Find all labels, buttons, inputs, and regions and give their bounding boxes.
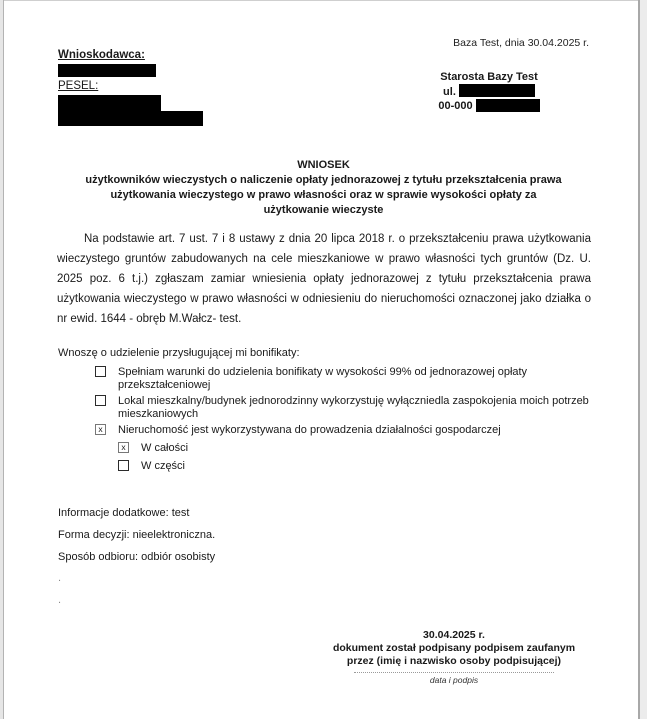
bonifikata-checklist bbox=[95, 366, 595, 476]
page-top-edge bbox=[0, 0, 647, 1]
recipient-street-line bbox=[431, 85, 547, 100]
signature-statement-1: dokument został podpisany podpisem zaufanym bbox=[332, 642, 576, 654]
title-line-2: użytkowania wieczystego w prawo własności oraz w sprawie wysokości opłaty za bbox=[110, 189, 537, 201]
recipient-block bbox=[431, 70, 547, 114]
checkbox-subitem bbox=[118, 460, 595, 473]
bonifikata-intro: Wnoszę o udzielenie przysługującej mi bonifikaty: bbox=[58, 347, 300, 359]
checkbox-item bbox=[95, 424, 595, 437]
title-line-1: użytkowników wieczystych o naliczenie opłaty jednorazowej z tytułu przekształcenia prawa bbox=[85, 174, 562, 186]
redaction-bar-name bbox=[58, 64, 156, 77]
info-line-additional: Informacje dodatkowe: test bbox=[58, 507, 190, 519]
checkbox-label: Spełniam warunki do udzielenia bonifikaty w wysokości 99% od jednorazowej opłaty przekształceniowej bbox=[118, 366, 528, 391]
page-right-edge bbox=[638, 0, 647, 719]
redaction-bar-street bbox=[459, 84, 535, 97]
checkbox-label: W całości bbox=[141, 442, 189, 454]
checkbox-label: W części bbox=[141, 460, 185, 472]
pesel-label: PESEL: bbox=[58, 80, 99, 92]
info-line-pickup-method: Sposób odbioru: odbiór osobisty bbox=[58, 550, 216, 563]
signature-block bbox=[331, 629, 577, 687]
info-line-decision-form: Forma decyzji: nieelektroniczna. bbox=[58, 528, 216, 541]
checkbox-checked-icon: x bbox=[118, 442, 129, 453]
filler-dot-line: . bbox=[58, 572, 62, 585]
additional-info-block bbox=[58, 503, 215, 612]
title-line-3: użytkowanie wieczyste bbox=[263, 204, 384, 216]
redaction-bar-pesel bbox=[58, 95, 161, 111]
checkbox-label: Nieruchomość jest wykorzystywana do prowadzenia działalności gospodarczej bbox=[118, 424, 501, 436]
signature-statement-2: przez (imię i nazwisko osoby podpisującej) bbox=[346, 655, 562, 667]
signature-date: 30.04.2025 r. bbox=[423, 629, 485, 641]
redaction-bar-city bbox=[476, 99, 540, 112]
body-paragraph: Na podstawie art. 7 ust. 7 i 8 ustawy z dnia 20 lipca 2018 r. o przekształceniu prawa użytkowania wieczystego gruntów zabudowanych na cele mieszkaniowe w prawo własności tych gruntów (Dz. U. 2025 poz. 6 t.j.) zgłaszam zamiar wniesienia opłaty jednorazowej z tytułu przekształcenia prawa użytkowania wieczystego w prawo własności w odniesieniu do nieruchomości oznaczonej jako działka o nr ewid. 1644 - obręb M.Wałcz- test. bbox=[57, 233, 591, 325]
checkbox-item bbox=[95, 366, 595, 392]
page-left-edge bbox=[0, 0, 4, 719]
redaction-bar-address bbox=[58, 111, 203, 126]
checkbox-checked-icon: x bbox=[95, 424, 106, 435]
checkbox-unchecked-icon bbox=[118, 460, 129, 471]
recipient-postal-line bbox=[431, 99, 547, 114]
street-prefix: ul. bbox=[443, 85, 456, 98]
document-title bbox=[0, 158, 647, 218]
signature-caption: data i podpis bbox=[429, 675, 479, 685]
checkbox-label: Lokal mieszkalny/budynek jednorodzinny wykorzystuję wyłączniedla zaspokojenia moich potrzeb mieszkaniowych bbox=[118, 395, 589, 420]
postal-prefix: 00-000 bbox=[438, 100, 473, 112]
applicant-label: Wnioskodawca: bbox=[58, 49, 145, 61]
signature-dotted-line bbox=[354, 672, 554, 673]
checkbox-subitem bbox=[118, 442, 595, 455]
recipient-name: Starosta Bazy Test bbox=[440, 71, 538, 83]
document-date-line: Baza Test, dnia 30.04.2025 r. bbox=[453, 37, 589, 49]
applicant-block bbox=[58, 49, 203, 126]
checkbox-item bbox=[95, 395, 595, 421]
checkbox-unchecked-icon bbox=[95, 366, 106, 377]
filler-dot-line: . bbox=[58, 594, 62, 607]
checkbox-unchecked-icon bbox=[95, 395, 106, 406]
title-heading: WNIOSEK bbox=[297, 159, 350, 171]
